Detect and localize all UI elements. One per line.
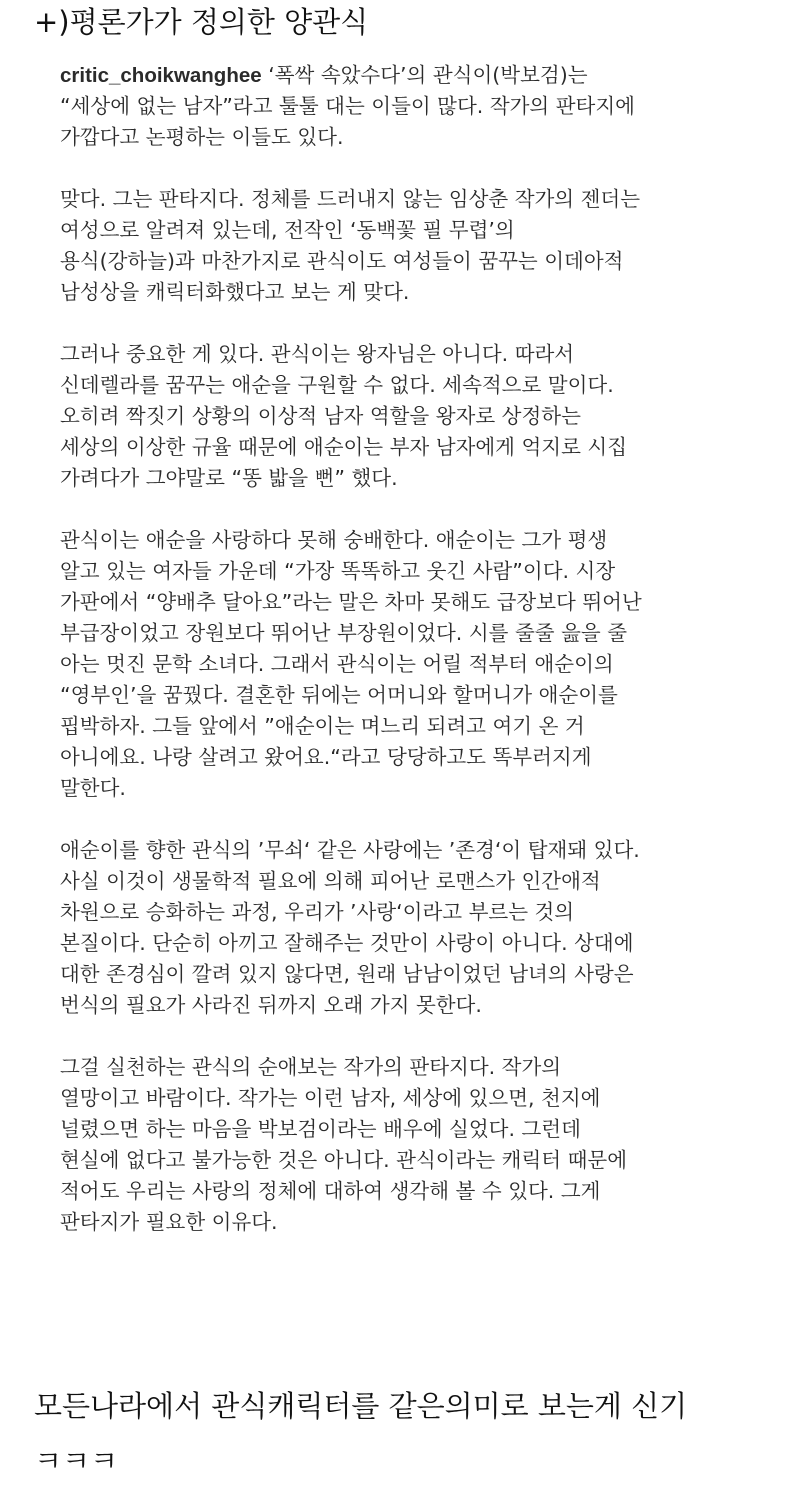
post-line: 가깝다고 논평하는 이들도 있다. bbox=[60, 125, 344, 149]
post-line: 그걸 실천하는 관식의 순애보는 작가의 판타지다. 작가의 bbox=[60, 1055, 562, 1079]
comment-laugh-text: ㅋㅋㅋ bbox=[34, 1444, 119, 1478]
post-line-text: ‘폭싹 속았수다’의 관식이(박보검)는 bbox=[261, 63, 588, 87]
post-line: 가판에서 “양배추 달아요”라는 말은 차마 못해도 급장보다 뛰어난 bbox=[60, 590, 642, 614]
post-line: 세상의 이상한 규율 때문에 애순이는 부자 남자에게 억지로 시집 bbox=[60, 435, 628, 459]
post-line: 그러나 중요한 게 있다. 관식이는 왕자님은 아니다. 따라서 bbox=[60, 342, 575, 366]
post-line: 현실에 없다고 불가능한 것은 아니다. 관식이라는 캐릭터 때문에 bbox=[60, 1148, 628, 1172]
post-line: 본질이다. 단순히 아끼고 잘해주는 것만이 사랑이 아니다. 상대에 bbox=[60, 931, 634, 955]
post-line: 남성상을 캐릭터화했다고 보는 게 맞다. bbox=[60, 280, 410, 304]
post-line: 신데렐라를 꿈꾸는 애순을 구원할 수 없다. 세속적으로 말이다. bbox=[60, 373, 614, 397]
post-line: 널렸으면 하는 마음을 박보검이라는 배우에 실었다. 그런데 bbox=[60, 1117, 581, 1141]
post-line: 아니에요. 나랑 살려고 왔어요.“라고 당당하고도 똑부러지게 bbox=[60, 745, 592, 769]
post-paragraph bbox=[60, 1052, 780, 1238]
post-line: 관식이는 애순을 사랑하다 못해 숭배한다. 애순이는 그가 평생 bbox=[60, 528, 608, 552]
post-line: 대한 존경심이 깔려 있지 않다면, 원래 남남이었던 남녀의 사랑은 bbox=[60, 962, 634, 986]
post-line: 적어도 우리는 사랑의 정체에 대하여 생각해 볼 수 있다. 그게 bbox=[60, 1179, 601, 1203]
post-line: “세상에 없는 남자”라고 툴툴 대는 이들이 많다. 작가의 판타지에 bbox=[60, 94, 635, 118]
post-line: 차원으로 승화하는 과정, 우리가 ’사랑‘이라고 부르는 것의 bbox=[60, 900, 575, 924]
post-line: 애순이를 향한 관식의 ’무쇠‘ 같은 사랑에는 ’존경‘이 탑재돼 있다. bbox=[60, 838, 640, 862]
post-line: 오히려 짝짓기 상황의 이상적 남자 역할을 왕자로 상정하는 bbox=[60, 404, 581, 428]
post-line: 판타지가 필요한 이유다. bbox=[60, 1210, 278, 1234]
post-line: 가려다가 그야말로 “똥 밟을 뻔” 했다. bbox=[60, 466, 398, 490]
comment-text: 모든나라에서 관식캐릭터를 같은의미로 보는게 신기 bbox=[34, 1389, 688, 1423]
post-line: 열망이고 바람이다. 작가는 이런 남자, 세상에 있으면, 천지에 bbox=[60, 1086, 601, 1110]
post-line: 사실 이것이 생물학적 필요에 의해 피어난 로맨스가 인간애적 bbox=[60, 869, 601, 893]
post-line: 여성으로 알려져 있는데, 전작인 ‘동백꽃 필 무렵’의 bbox=[60, 218, 515, 242]
post-line: 부급장이었고 장원보다 뛰어난 부장원이었다. 시를 줄줄 읊을 줄 bbox=[60, 621, 628, 645]
post-line: 맞다. 그는 판타지다. 정체를 드러내지 않는 임상춘 작가의 젠더는 bbox=[60, 187, 641, 211]
post-paragraph bbox=[60, 184, 780, 308]
post-paragraph bbox=[60, 525, 780, 804]
post-line: 아는 멋진 문학 소녀다. 그래서 관식이는 어릴 적부터 애순이의 bbox=[60, 652, 614, 676]
post-paragraph bbox=[60, 835, 780, 1021]
post-line: 번식의 필요가 사라진 뒤까지 오래 가지 못한다. bbox=[60, 993, 482, 1017]
post-line: 핍박하자. 그들 앞에서 ”애순이는 며느리 되려고 여기 온 거 bbox=[60, 714, 585, 738]
post-line: 말한다. bbox=[60, 776, 126, 800]
post-paragraph bbox=[60, 339, 780, 494]
author-username[interactable]: critic_choikwanghee bbox=[60, 64, 262, 87]
post-line: “영부인’을 꿈꿨다. 결혼한 뒤에는 어머니와 할머니가 애순이를 bbox=[60, 683, 618, 707]
critic-post bbox=[60, 60, 780, 1238]
post-line: 용식(강하늘)과 마찬가지로 관식이도 여성들이 꿈꾸는 이데아적 bbox=[60, 249, 624, 273]
post-line: 알고 있는 여자들 가운데 “가장 똑똑하고 웃긴 사람”이다. 시장 bbox=[60, 559, 616, 583]
post-line bbox=[60, 60, 780, 91]
post-paragraph bbox=[60, 60, 780, 153]
page-heading: +)평론가가 정의한 양관식 bbox=[34, 5, 369, 39]
